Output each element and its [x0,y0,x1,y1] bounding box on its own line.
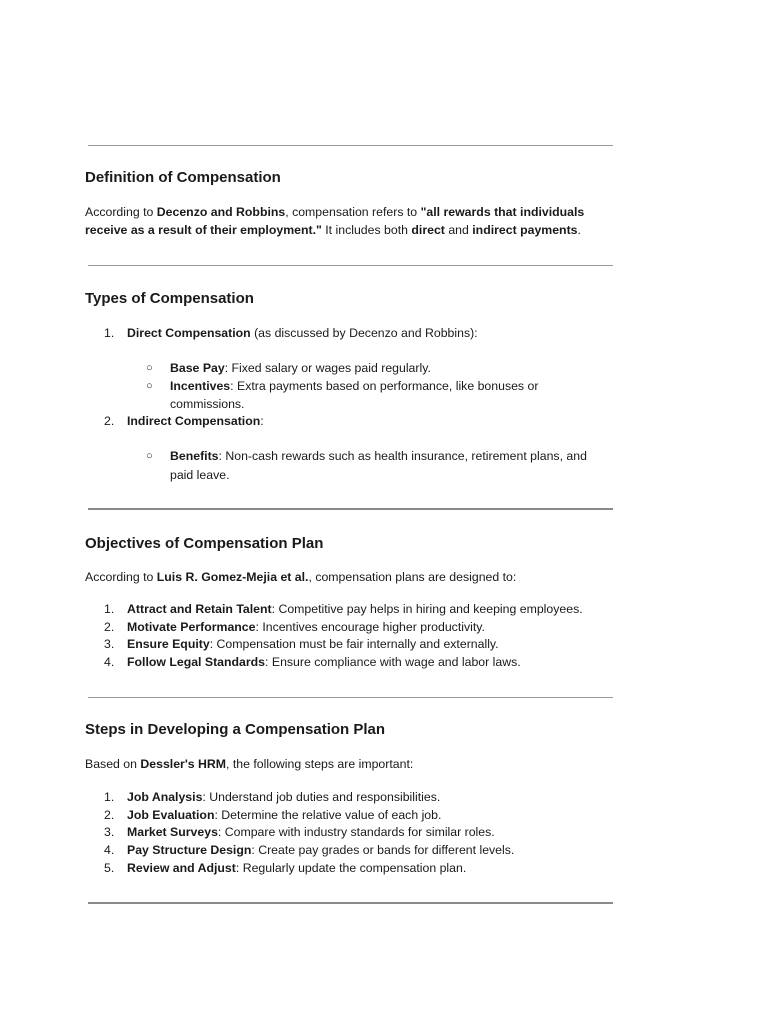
definition-line-2: receive as a result of their employment." It includes both direct and indirect payments. [85,223,581,237]
list-item: Pay Structure Design: Create pay grades or bands for different levels. [127,843,515,857]
circle-bullet-icon: ○ [146,362,153,374]
sub-list-item: Benefits: Non-cash rewards such as health insurance, retirement plans, and [170,449,587,463]
list-number: 4. [104,655,115,669]
list-item: Follow Legal Standards: Ensure compliance with wage and labor laws. [127,655,521,669]
list-number: 2. [104,414,115,428]
list-number: 1. [104,602,115,616]
section-title-definition: Definition of Compensation [85,169,281,186]
list-number: 1. [104,326,115,340]
divider-1 [88,145,613,146]
list-number: 2. [104,620,115,634]
list-item: Ensure Equity: Compensation must be fair internally and externally. [127,637,499,651]
circle-bullet-icon: ○ [146,450,153,462]
list-item: Job Analysis: Understand job duties and responsibilities. [127,790,441,804]
section-title-steps: Steps in Developing a Compensation Plan [85,721,386,738]
sub-list-item-continuation: commissions. [170,397,245,411]
steps-intro: Based on Dessler's HRM, the following steps are important: [85,757,414,771]
list-number: 3. [104,825,115,839]
objectives-intro: According to Luis R. Gomez-Mejia et al., compensation plans are designed to: [85,570,517,584]
sub-list-item: Incentives: Extra payments based on performance, like bonuses or [170,379,539,393]
list-item: Job Evaluation: Determine the relative value of each job. [127,808,442,822]
list-number: 3. [104,637,115,651]
section-title-types: Types of Compensation [85,290,254,307]
list-item: Attract and Retain Talent: Competitive pay helps in hiring and keeping employees. [127,602,583,616]
divider-2 [88,265,613,266]
divider-5 [88,902,613,904]
definition-line-1: According to Decenzo and Robbins, compensation refers to "all rewards that individuals [85,205,585,219]
list-number: 2. [104,808,115,822]
section-title-objectives: Objectives of Compensation Plan [85,535,324,552]
list-item: Review and Adjust: Regularly update the compensation plan. [127,861,467,875]
list-number: 4. [104,843,115,857]
sub-list-item: Base Pay: Fixed salary or wages paid regularly. [170,361,431,375]
list-item: Market Surveys: Compare with industry standards for similar roles. [127,825,495,839]
list-number: 1. [104,790,115,804]
list-number: 5. [104,861,115,875]
circle-bullet-icon: ○ [146,380,153,392]
list-item: Motivate Performance: Incentives encourage higher productivity. [127,620,485,634]
sub-list-item-continuation: paid leave. [170,468,230,482]
divider-4 [88,697,613,698]
list-item: Indirect Compensation: [127,414,264,428]
divider-3 [88,508,613,510]
list-item: Direct Compensation (as discussed by Decenzo and Robbins): [127,326,478,340]
